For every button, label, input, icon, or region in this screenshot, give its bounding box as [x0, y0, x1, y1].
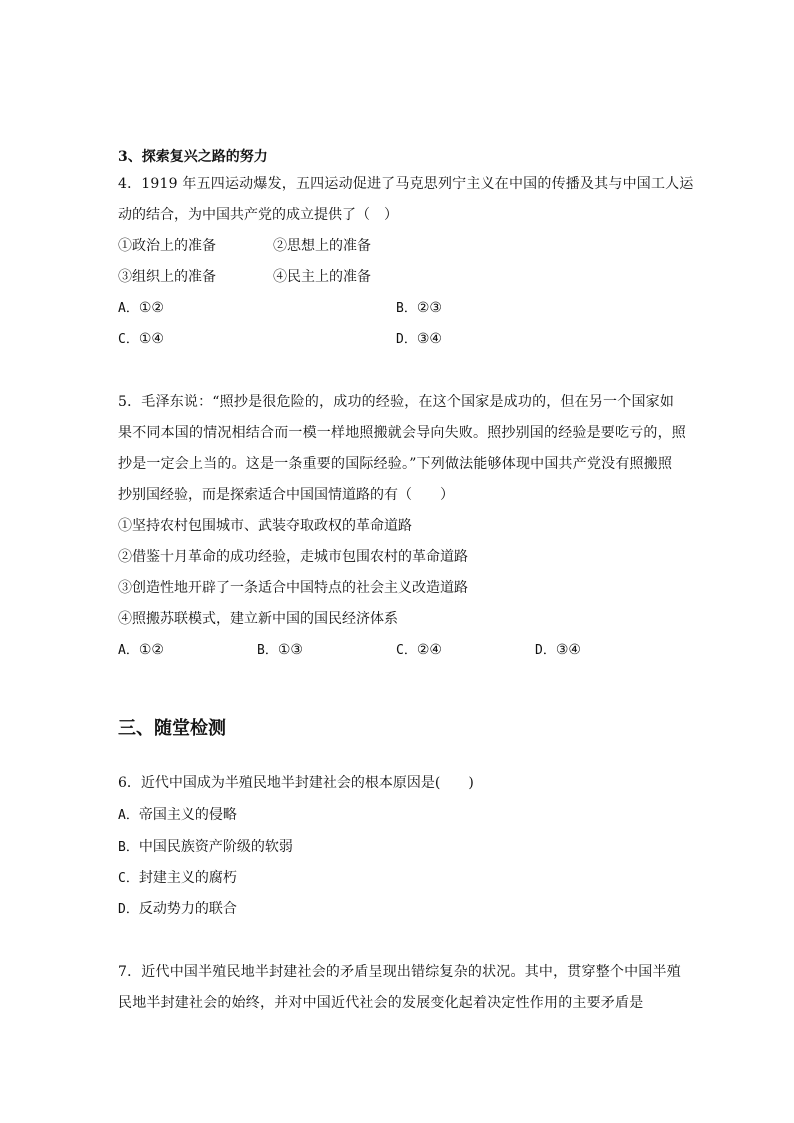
- option-text: ③④: [416, 331, 442, 347]
- question-6-stem: 6．近代中国成为半殖民地半封建社会的根本原因是( ): [118, 775, 474, 791]
- question-5-item-4: ④照搬苏联模式，建立新中国的国民经济体系: [118, 611, 398, 627]
- question-5-stem-line-4: 抄别国经验，而是探索适合中国国情道路的有（ ）: [118, 487, 454, 503]
- question-5-option-b: [257, 643, 303, 657]
- option-text: ③④: [555, 642, 581, 658]
- question-6-option-b: [118, 840, 293, 854]
- option-letter: D．: [118, 902, 139, 917]
- option-text: ①②: [138, 642, 164, 658]
- question-5-option-a: [118, 643, 164, 657]
- option-letter: B．: [257, 643, 278, 658]
- question-4-stem-line-1: 4．1919 年五四运动爆发，五四运动促进了马克思列宁主义在中国的传播及其与中国工人运: [118, 176, 694, 192]
- question-4-option-c: [118, 332, 164, 346]
- option-letter: C．: [396, 643, 417, 658]
- question-4-item-2: ②思想上的准备: [273, 238, 371, 254]
- question-5-item-1: ①坚持农村包围城市、武装夺取政权的革命道路: [118, 518, 412, 534]
- option-text: ②③: [416, 300, 442, 316]
- question-6-option-d: [118, 902, 237, 916]
- option-text: 封建主义的腐朽: [138, 870, 237, 886]
- question-4-item-3: ③组织上的准备: [118, 269, 216, 285]
- question-7-stem-line-1: 7．近代中国半殖民地半封建社会的矛盾呈现出错综复杂的状况。其中，贯穿整个中国半殖: [118, 964, 681, 980]
- question-5-stem-line-3: 抄是一定会上当的。这是一条重要的国际经验。”下列做法能够体现中国共产党没有照搬照: [118, 456, 673, 472]
- option-letter: D．: [396, 332, 417, 347]
- option-text: ①②: [138, 300, 164, 316]
- question-5-option-c: [396, 643, 442, 657]
- option-letter: C．: [118, 871, 139, 886]
- section-heading: 3、探索复兴之路的努力: [118, 149, 268, 165]
- question-6-option-a: [118, 808, 237, 822]
- question-7-stem-line-2: 民地半封建社会的始终，并对中国近代社会的发展变化起着决定性作用的主要矛盾是: [118, 995, 644, 1011]
- option-letter: B．: [118, 840, 139, 855]
- question-4-option-b: [396, 301, 442, 315]
- option-letter: A．: [118, 643, 139, 658]
- option-text: 帝国主义的侵略: [138, 807, 237, 823]
- option-text: ①④: [138, 331, 164, 347]
- question-5-option-d: [535, 643, 581, 657]
- question-5-stem-line-1: 5．毛泽东说：“照抄是很危险的，成功的经验，在这个国家是成功的，但在另一个国家如: [118, 394, 675, 410]
- section-three-heading: 三、随堂检测: [118, 718, 226, 739]
- option-letter: D．: [535, 643, 556, 658]
- option-letter: C．: [118, 332, 139, 347]
- option-letter: A．: [118, 301, 139, 316]
- question-5-stem-line-2: 果不同本国的情况相结合而一模一样地照搬就会导向失败。照抄别国的经验是要吃亏的，照: [118, 425, 686, 441]
- question-6-option-c: [118, 871, 237, 885]
- question-4-option-d: [396, 332, 442, 346]
- question-5-item-2: ②借鉴十月革命的成功经验，走城市包围农村的革命道路: [118, 549, 468, 565]
- question-4-stem-line-2: 动的结合，为中国共产党的成立提供了（ ）: [118, 207, 398, 223]
- question-4-option-a: [118, 301, 164, 315]
- option-letter: B．: [396, 301, 417, 316]
- option-letter: A．: [118, 808, 139, 823]
- question-4-item-1: ①政治上的准备: [118, 238, 216, 254]
- option-text: 反动势力的联合: [138, 901, 237, 917]
- option-text: ②④: [416, 642, 442, 658]
- question-4-item-4: ④民主上的准备: [273, 269, 371, 285]
- option-text: ①③: [277, 642, 303, 658]
- question-5-item-3: ③创造性地开辟了一条适合中国特点的社会主义改造道路: [118, 580, 468, 596]
- option-text: 中国民族资产阶级的软弱: [138, 839, 293, 855]
